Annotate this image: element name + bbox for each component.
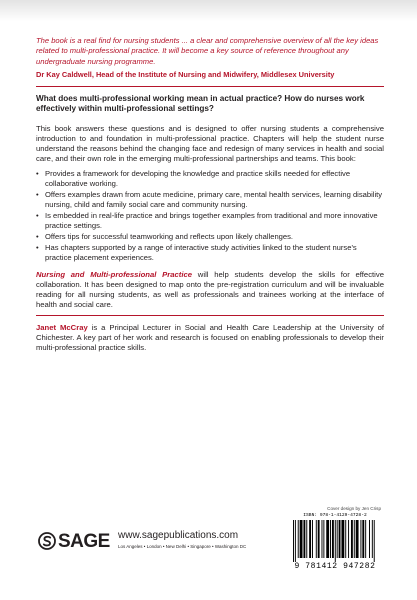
author-name: Janet McCray xyxy=(36,322,88,332)
barcode-bar xyxy=(348,520,349,558)
lead-question: What does multi-professional working mean in actual practice? How do nurses work effectively within multi-professional settings? xyxy=(36,93,365,114)
book-title: Nursing and Multi-professional Practice xyxy=(36,269,193,279)
author-bio-text: is a Principal Lecturer in Social and Health Care Leadership at the University of Chichester. A key part of her work and research is focused on enabling professionals to develop their multi-professional practice skills. xyxy=(36,322,384,353)
barcode-bar xyxy=(374,520,375,562)
barcode-bar xyxy=(330,520,331,558)
barcode-bar xyxy=(362,520,364,558)
endorsement-attribution: Dr Kay Caldwell, Head of the Institute of Nursing and Midwifery, Middlesex University xyxy=(36,69,335,79)
barcode-bar xyxy=(337,520,338,558)
barcode-bar xyxy=(323,520,324,558)
publisher-url: www.sagepublications.com xyxy=(118,530,239,541)
list-item: • Is embedded in real-life practice and brings together examples from traditional and more innovative practice settings. xyxy=(36,211,384,231)
barcode-bar xyxy=(298,520,299,558)
author-bio xyxy=(36,323,384,353)
barcode-bar xyxy=(332,520,334,558)
barcode-bar xyxy=(312,520,313,558)
publisher-logo xyxy=(38,530,247,560)
barcode-bar xyxy=(360,520,361,558)
list-item: • Has chapters supported by a range of interactive study activities linked to the student nurse's practice placement experiences. xyxy=(36,243,384,263)
closing-paragraph xyxy=(36,270,384,310)
isbn-number: ISBN: 978-1-4129-4728-2 xyxy=(303,513,367,518)
divider-rule xyxy=(36,315,384,316)
list-item: • Provides a framework for developing the knowledge and practice skills needed for effective collaborative working. xyxy=(36,169,384,189)
barcode-bar xyxy=(293,520,294,562)
back-cover-text xyxy=(36,36,384,353)
sage-circle-icon xyxy=(38,530,56,552)
barcode-bar xyxy=(318,520,320,558)
barcode-bar xyxy=(306,520,307,558)
cover-design-credit: Cover design by Jen Crisp xyxy=(327,506,381,511)
divider-rule xyxy=(36,86,384,87)
barcode-bar xyxy=(369,520,370,558)
endorsement-quote: The book is a real find for nursing students ... a clear and comprehensive overview of all the key ideas related to multi-professional practice. It will become a key source of reference throughout any undergraduate nursing programme. xyxy=(36,36,379,66)
publisher-name: SAGE xyxy=(58,531,110,552)
top-banner-strip xyxy=(0,0,417,21)
barcode-bar xyxy=(316,520,317,558)
barcode-bar xyxy=(326,520,329,558)
barcode-bar xyxy=(322,520,323,558)
barcode-bars xyxy=(293,520,379,562)
barcode-digits: 9 781412 947282 xyxy=(294,562,376,571)
barcode-bar xyxy=(356,520,359,558)
barcode-bar xyxy=(351,520,353,558)
barcode-bar xyxy=(365,520,366,558)
list-item: • Offers examples drawn from acute medicine, primary care, mental health services, learning disability nursing, child and family social care and community nursing. xyxy=(36,190,384,210)
barcode-bar xyxy=(335,520,336,562)
barcode-bar xyxy=(345,520,346,558)
barcode-bar xyxy=(303,520,305,558)
intro-paragraph: This book answers these questions and is designed to offer nursing students a comprehensive introduction to and foundation in multi-professional practice. Chapters will help the student nurse understand the reasons behind the changing face and redesign of many services in health and social care, and their own role in the emerging multi-professional partnerships and teams. This book: xyxy=(36,123,384,164)
barcode-bar xyxy=(354,520,355,558)
closing-text: will help students develop the skills for effective collaboration. It has been designed to map onto the pre-registration curriculum and will be invaluable reading for all nursing students, as well as professionals and trainees working at the interface of health and social care. xyxy=(36,269,385,309)
feature-list xyxy=(36,169,384,262)
publisher-cities: Los Angeles • London • New Delhi • Singapore • Washington DC xyxy=(118,544,247,549)
list-item: • Offers tips for successful teamworking and reflects upon likely challenges. xyxy=(36,232,384,242)
barcode-bar xyxy=(300,520,303,558)
barcode-bar xyxy=(295,520,296,562)
barcode-bar xyxy=(341,520,344,558)
barcode-bar xyxy=(309,520,311,558)
barcode-bar xyxy=(372,520,373,558)
barcode-bar xyxy=(339,520,341,558)
isbn-barcode xyxy=(287,513,383,571)
